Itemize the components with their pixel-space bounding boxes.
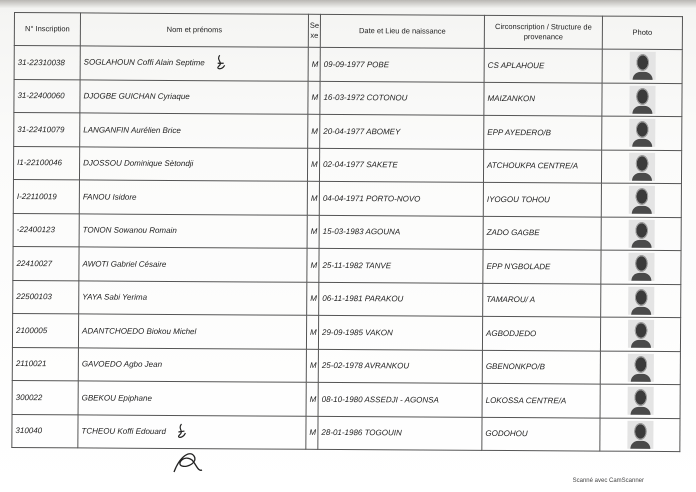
cell-birth: 25-11-1982 TANVE: [319, 248, 483, 283]
cell-photo: [601, 250, 681, 284]
cell-name: [80, 46, 308, 81]
cell-sex: M: [307, 282, 319, 316]
cell-photo: [602, 49, 682, 83]
header-birth: Date et Lieu de naissance: [320, 14, 484, 48]
cell-inscription: -22400123: [13, 213, 79, 247]
cell-name: FANOU Isidore: [79, 180, 307, 215]
table-row: [14, 79, 682, 117]
scanner-watermark: Scanné avec CamScanner: [572, 478, 644, 484]
candidate-photo: [627, 387, 653, 415]
cell-sex: M: [306, 416, 318, 450]
cell-sex: M: [306, 315, 318, 349]
table-header-row: [14, 13, 682, 50]
cell-inscription: 22500103: [13, 280, 79, 314]
candidate-photo: [628, 220, 654, 248]
cell-name: GBEKOU Epiphane: [78, 381, 306, 416]
table-row: [13, 280, 681, 318]
candidate-photo: [627, 320, 653, 348]
cell-sex: M: [306, 349, 318, 383]
candidate-photo: [628, 253, 654, 281]
cell-name: AWOTI Gabriel Césaire: [79, 247, 307, 282]
cell-name: GAVOEDO Agbo Jean: [78, 347, 306, 382]
cell-circonscription: ZADO GAGBE: [483, 216, 601, 250]
cell-name: LANGANFIN Aurélien Brice: [80, 113, 308, 148]
cell-inscription: 31-22400060: [14, 79, 80, 113]
name-text: SOGLAHOUN Coffi Alain Septime: [83, 57, 205, 68]
handwritten-signature: [213, 54, 227, 72]
cell-circonscription: TAMAROU/ A: [483, 283, 601, 317]
header-inscription: N° Inscription: [14, 13, 80, 46]
cell-circonscription: GBENONKPO/B: [482, 350, 600, 384]
cell-photo: [600, 418, 680, 452]
candidate-photo: [627, 421, 653, 449]
header-circonscription: Circonscription / Structure de provenance: [484, 15, 602, 49]
cell-birth: 04-04-1971 PORTO-NOVO: [319, 181, 483, 216]
header-name: Nom et prénoms: [80, 13, 308, 47]
cell-inscription: 31-22310038: [14, 46, 80, 80]
cell-sex: M: [308, 114, 320, 148]
cell-name: DJOGBE GUICHAN Cyriaque: [80, 79, 308, 114]
cell-birth: 20-04-1977 ABOMEY: [320, 114, 484, 149]
table-row: [14, 113, 682, 151]
table-row: [13, 246, 681, 284]
handwritten-signature: [168, 446, 208, 476]
cell-photo: [600, 384, 680, 418]
cell-inscription: I1-22100046: [13, 146, 79, 180]
cell-circonscription: ATCHOUKPA CENTRE/A: [483, 149, 601, 183]
cell-circonscription: LOKOSSA CENTRE/A: [482, 383, 600, 417]
candidate-photo: [629, 52, 655, 80]
cell-inscription: 22410027: [13, 246, 79, 280]
cell-birth: 28-01-1986 TOGOUIN: [318, 416, 482, 451]
cell-name: DJOSSOU Dominique Sètondji: [79, 146, 307, 181]
table-row: [13, 179, 681, 217]
cell-inscription: 310040: [12, 414, 78, 448]
name-text: TCHEOU Koffi Edouard: [81, 426, 166, 436]
cell-name: TONON Sowanou Romain: [79, 213, 307, 248]
table-row: [14, 46, 682, 84]
candidate-photo: [628, 287, 654, 315]
cell-inscription: 300022: [12, 380, 78, 414]
cell-circonscription: CS APLAHOUE: [484, 48, 602, 82]
table-row: [12, 414, 680, 452]
cell-sex: M: [308, 47, 320, 81]
cell-photo: [602, 116, 682, 150]
cell-circonscription: MAIZANKON: [484, 82, 602, 116]
cell-sex: M: [307, 248, 319, 282]
cell-photo: [600, 317, 680, 351]
cell-birth: 02-04-1977 SAKETE: [319, 148, 483, 183]
cell-photo: [600, 351, 680, 385]
candidate-photo: [628, 153, 654, 181]
candidate-photo: [627, 354, 653, 382]
cell-inscription: 2100005: [12, 313, 78, 347]
table-row: [13, 213, 681, 251]
cell-photo: [601, 150, 681, 184]
table-row: [12, 380, 680, 418]
cell-sex: M: [307, 181, 319, 215]
table-row: [12, 313, 680, 351]
candidate-photo: [629, 119, 655, 147]
cell-name: ADANTCHOEDO Biokou Michel: [78, 314, 306, 349]
cell-name: [78, 414, 306, 449]
cell-circonscription: GODOHOU: [482, 417, 600, 451]
handwritten-signature: [174, 423, 188, 441]
cell-photo: [601, 183, 681, 217]
cell-photo: [601, 217, 681, 251]
cell-circonscription: EPP AYEDERO/B: [484, 115, 602, 149]
candidate-photo: [628, 186, 654, 214]
cell-birth: 25-02-1978 AVRANKOU: [318, 349, 482, 384]
cell-inscription: 31-22410079: [14, 113, 80, 147]
cell-circonscription: AGBODJEDO: [482, 316, 600, 350]
cell-circonscription: IYOGOU TOHOU: [483, 182, 601, 216]
table-row: [12, 347, 680, 385]
header-sex: Se xe: [308, 14, 320, 47]
header-photo: Photo: [602, 16, 682, 49]
cell-birth: 29-09-1985 VAKON: [318, 315, 482, 350]
page-top-edge: [0, 0, 696, 8]
cell-sex: M: [307, 148, 319, 182]
cell-sex: M: [307, 215, 319, 249]
cell-inscription: I-22110019: [13, 179, 79, 213]
table-row: [13, 146, 681, 184]
cell-birth: 16-03-1972 COTONOU: [320, 81, 484, 116]
cell-birth: 09-09-1977 POBE: [320, 47, 484, 82]
cell-sex: M: [306, 382, 318, 416]
cell-birth: 08-10-1980 ASSEDJI - AGONSA: [318, 382, 482, 417]
cell-photo: [602, 83, 682, 117]
candidate-table: [11, 12, 683, 452]
cell-photo: [601, 284, 681, 318]
cell-birth: 06-11-1981 PARAKOU: [319, 282, 483, 317]
candidate-photo: [629, 86, 655, 114]
cell-name: YAYA Sabi Yerima: [79, 280, 307, 315]
cell-inscription: 2110021: [12, 347, 78, 381]
cell-birth: 15-03-1983 AGOUNA: [319, 215, 483, 250]
cell-circonscription: EPP N'GBOLADE: [483, 249, 601, 283]
cell-sex: M: [308, 81, 320, 115]
